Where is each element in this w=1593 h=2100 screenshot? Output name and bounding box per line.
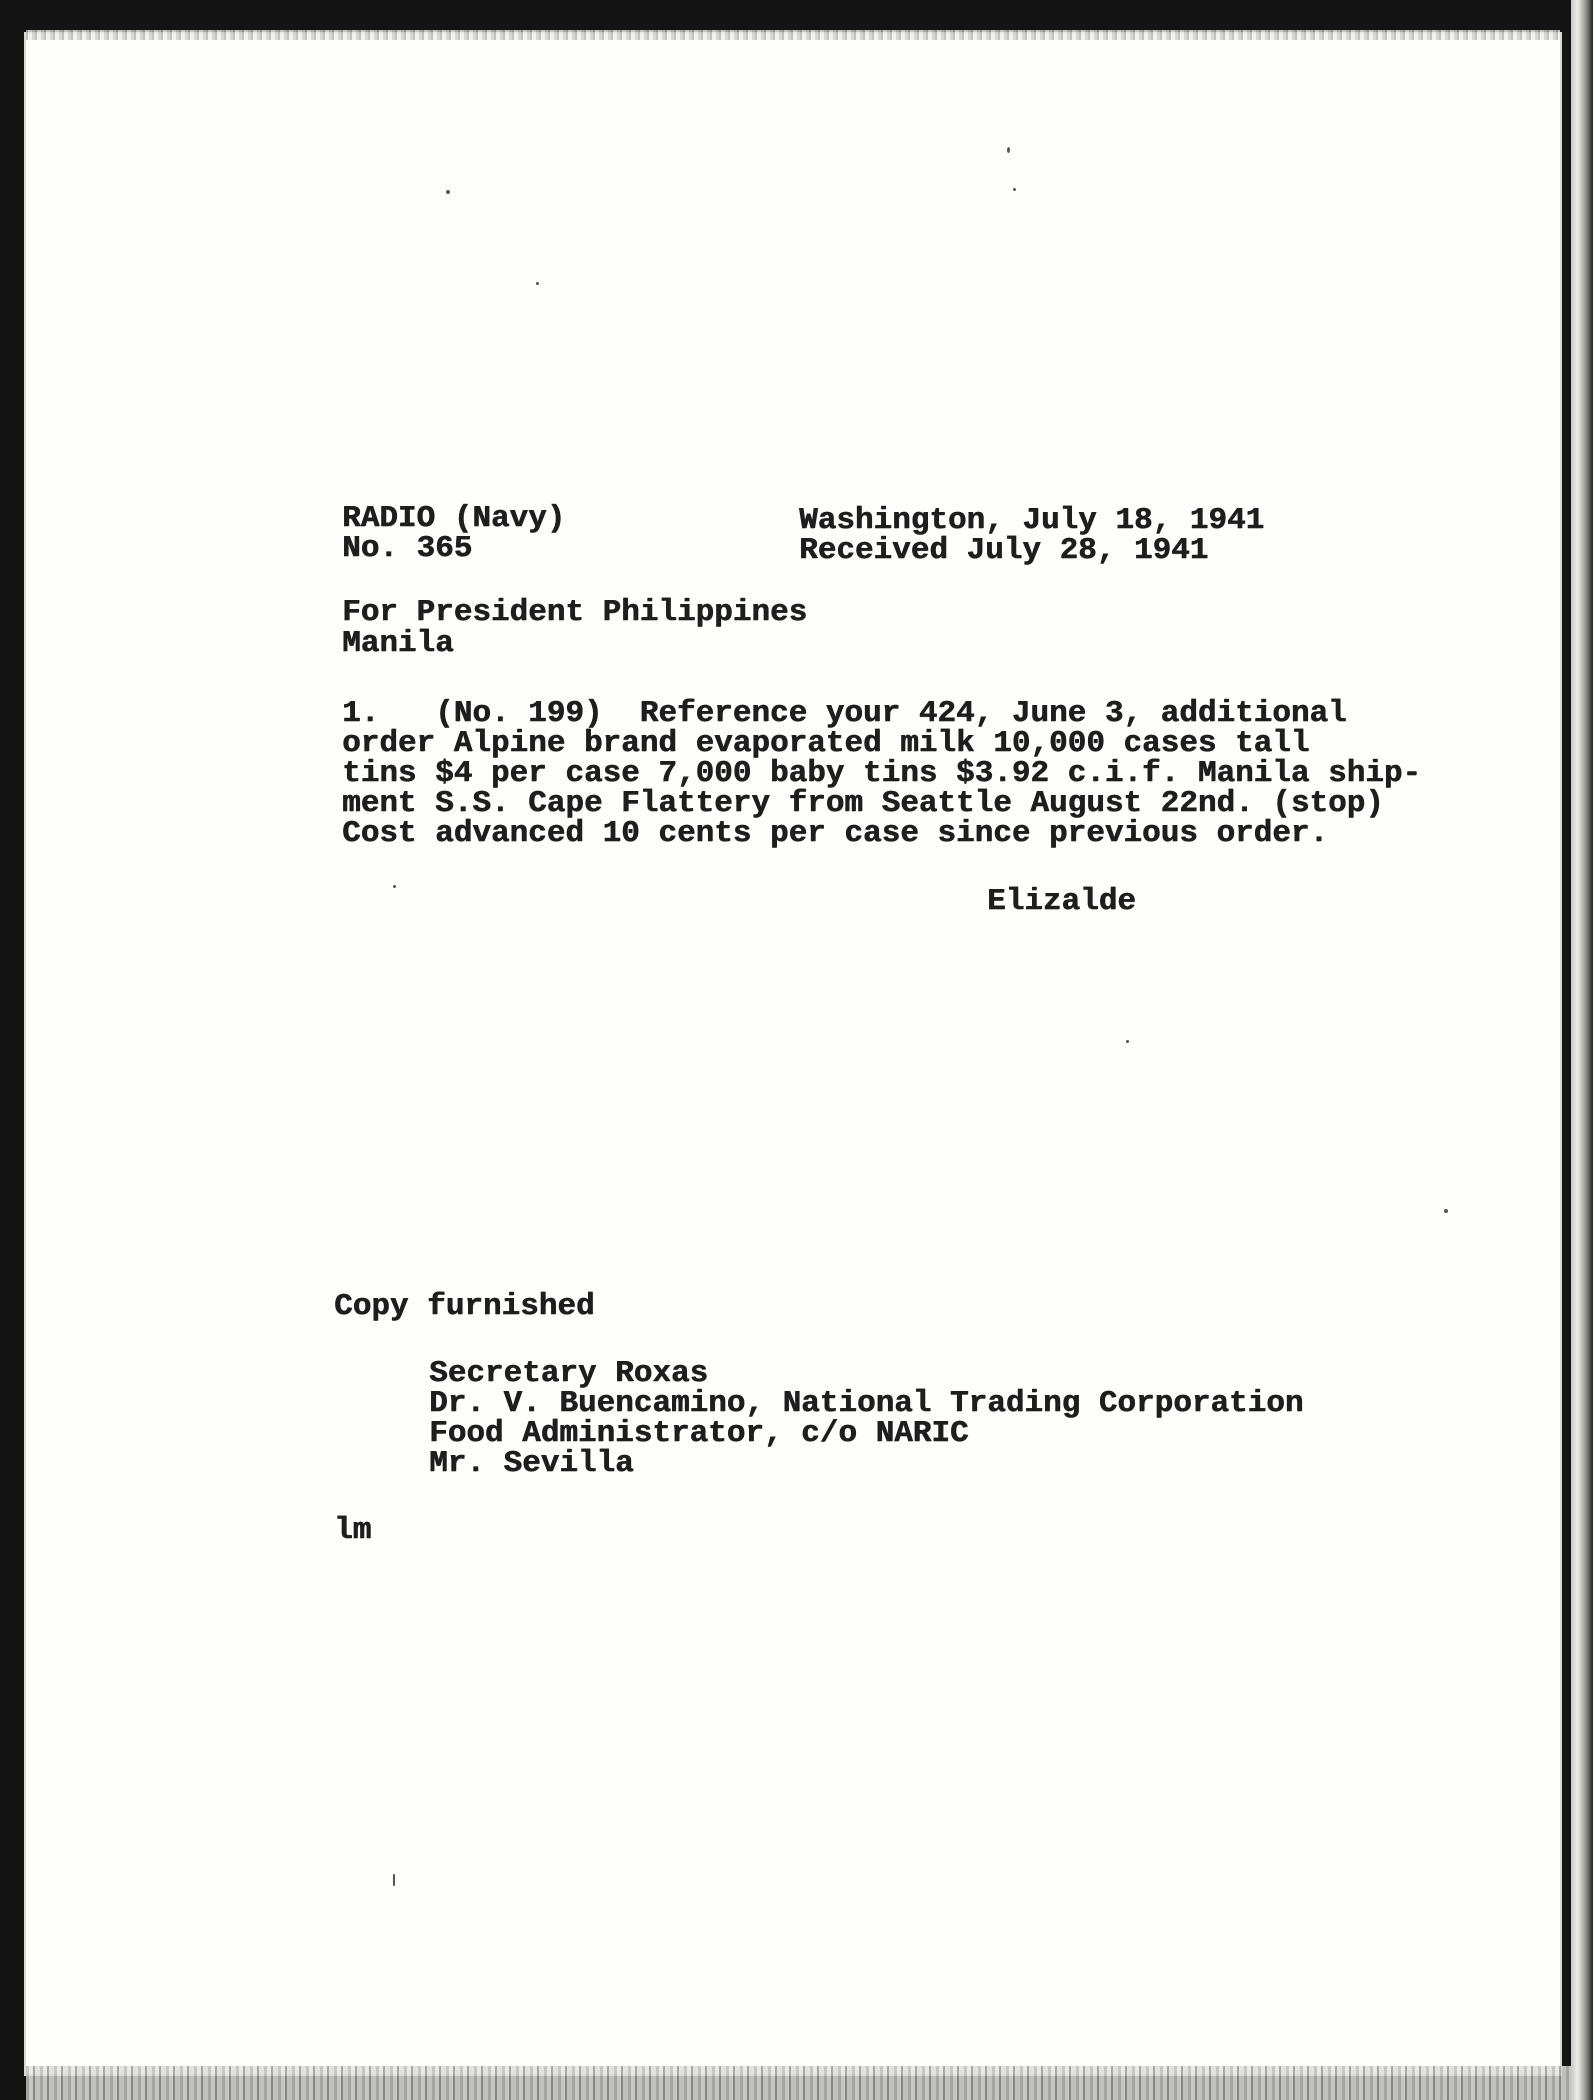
paper-right-edge (1571, 0, 1593, 2100)
scan-speck (393, 1874, 395, 1886)
scan-speck (1007, 147, 1010, 153)
copy-recipient: Mr. Sevilla (429, 1446, 634, 1481)
scan-speck (393, 885, 396, 888)
signature: Elizalde (987, 884, 1136, 919)
body-line: order Alpine brand evaporated milk 10,000 cases tall (342, 726, 1310, 761)
body-line: tins $4 per case 7,000 baby tins $3.92 c.i.f. Manila ship- (342, 756, 1421, 791)
recipient-title: For President Philippines (342, 595, 808, 630)
paper-bottom-edge (26, 2066, 1571, 2100)
paper-top-edge (26, 30, 1560, 40)
copy-recipient: Secretary Roxas (429, 1356, 709, 1391)
body-line: Cost advanced 10 cents per case since previous order. (342, 816, 1328, 851)
radio-type: RADIO (Navy) (342, 501, 566, 536)
recipient-location: Manila (342, 626, 454, 661)
radio-number: No. 365 (342, 531, 473, 566)
body-line: 1. (No. 199) Reference your 424, June 3, additional (342, 696, 1347, 731)
scan-speck (1013, 188, 1016, 191)
typist-initials: lm (334, 1513, 372, 1548)
sent-date: Washington, July 18, 1941 (799, 503, 1265, 538)
copy-recipient: Dr. V. Buencamino, National Trading Corporation (429, 1386, 1304, 1421)
scan-speck (1444, 1209, 1448, 1213)
copy-furnished-heading: Copy furnished (334, 1289, 595, 1324)
scan-speck (536, 282, 539, 285)
paper-sheet (26, 34, 1560, 2074)
received-date: Received July 28, 1941 (799, 533, 1209, 568)
body-line: ment S.S. Cape Flattery from Seattle August 22nd. (stop) (342, 786, 1384, 821)
scan-speck (446, 190, 450, 194)
copy-recipient: Food Administrator, c/o NARIC (429, 1416, 969, 1451)
scan-speck (1126, 1040, 1129, 1043)
